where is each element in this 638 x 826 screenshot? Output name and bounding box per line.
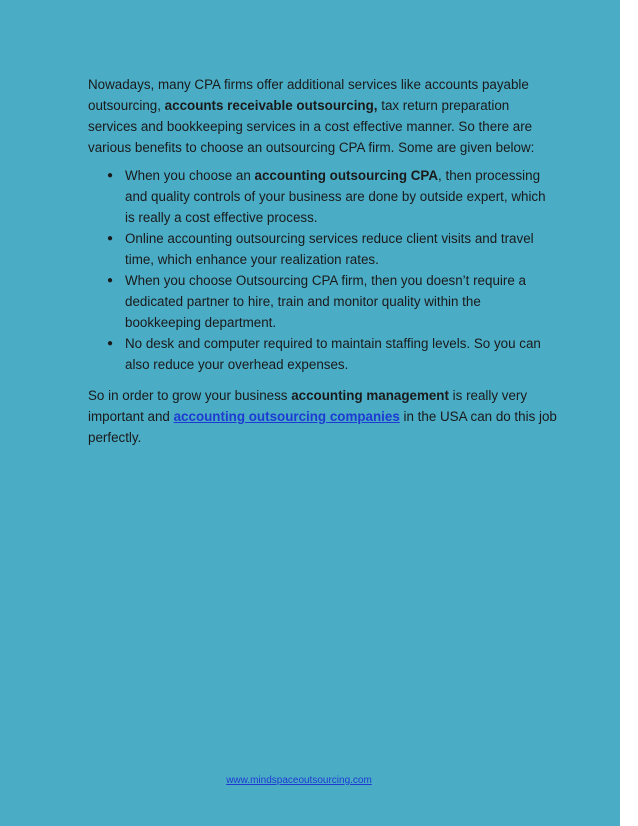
page-footer — [0, 775, 598, 786]
intro-text-2: tax return preparation services and bookkeeping services in a cost effective manner. So there are various benefits to choose an outsourcing CPA firm. Some are given below: — [88, 98, 535, 155]
closing-text-2: is really very important and — [88, 388, 528, 424]
footer-website-link[interactable]: www.mindspaceoutsourcing.com — [226, 775, 372, 786]
bullet-icon: ● — [107, 170, 114, 181]
intro-paragraph — [88, 74, 558, 158]
closing-bold-term: accounting management — [291, 388, 449, 403]
closing-text-1: So in order to grow your business — [88, 388, 292, 403]
bullet-icon: ● — [107, 275, 114, 286]
closing-paragraph — [88, 385, 558, 448]
bullet-icon: ● — [107, 233, 114, 244]
list-item-text: No desk and computer required to maintain staffing levels. So you can also reduce your overhead expenses. — [125, 336, 541, 372]
list-item-text: When you choose an — [125, 168, 255, 183]
document-body — [88, 74, 558, 448]
intro-text-1: Nowadays, many CPA firms offer additional services like accounts payable outsourcing, — [88, 77, 529, 113]
bullet-icon: ● — [107, 338, 114, 349]
list-item-bold-term: accounting outsourcing CPA — [254, 168, 439, 183]
intro-bold-term: accounts receivable outsourcing, — [164, 98, 378, 113]
list-item — [88, 333, 558, 375]
list-item-text: When you choose Outsourcing CPA firm, then you doesn’t require a dedicated partner to hire, train and monitor quality within the bookkeeping department. — [125, 273, 526, 330]
list-item — [88, 165, 558, 228]
outsourcing-companies-link[interactable]: accounting outsourcing companies — [173, 409, 400, 424]
closing-text-3: in the USA can do this job perfectly. — [88, 409, 557, 445]
list-item-text: , then processing and quality controls of your business are done by outside expert, which is really a cost effective process. — [125, 168, 546, 225]
list-item — [88, 270, 558, 333]
list-item-text: Online accounting outsourcing services reduce client visits and travel time, which enhance your realization rates. — [125, 231, 534, 267]
benefits-list — [88, 165, 558, 375]
list-item — [88, 228, 558, 270]
